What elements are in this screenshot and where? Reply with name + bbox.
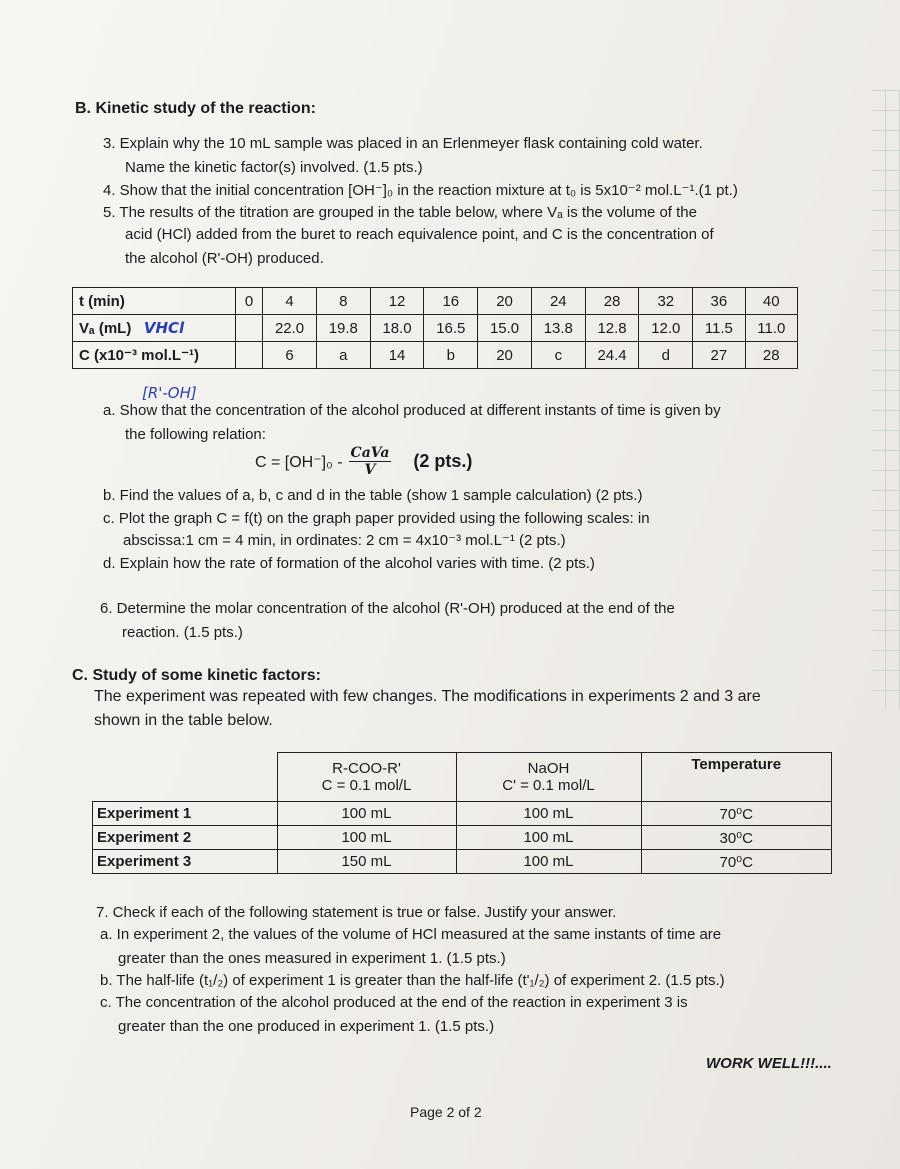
table-cell: 13.8 bbox=[531, 315, 585, 342]
question-7c-line2: greater than the one produced in experiment 1. (1.5 pts.) bbox=[118, 1018, 495, 1035]
volume-label: Vₐ (mL) bbox=[79, 320, 132, 337]
section-b-title: B. Kinetic study of the reaction: bbox=[75, 100, 316, 117]
table-cell: 100 mL bbox=[456, 850, 641, 874]
table-cell: 22.0 bbox=[263, 315, 317, 342]
table-cell: 36 bbox=[693, 288, 745, 315]
closing-note: WORK WELL!!!.... bbox=[706, 1055, 832, 1072]
table-cell: 15.0 bbox=[478, 315, 532, 342]
table-cell: 16.5 bbox=[424, 315, 478, 342]
question-7-intro: 7. Check if each of the following statement is true or false. Justify your answer. bbox=[96, 904, 617, 921]
question-5-line2: acid (HCl) added from the buret to reach equivalence point, and C is the concentration of bbox=[125, 226, 714, 243]
question-3-line1: 3. Explain why the 10 mL sample was placed in an Erlenmeyer flask containing cold water. bbox=[103, 135, 703, 152]
table-cell bbox=[236, 342, 263, 369]
table-cell: 100 mL bbox=[456, 826, 641, 850]
header-naoh-name: NaOH bbox=[527, 760, 570, 777]
table-cell: 27 bbox=[693, 342, 745, 369]
table-cell: 14 bbox=[370, 342, 424, 369]
table-cell: 30⁰C bbox=[641, 826, 832, 850]
table-row-volume bbox=[73, 315, 798, 342]
row-label-concentration: C (x10⁻³ mol.L⁻¹) bbox=[73, 342, 236, 369]
table-cell: b bbox=[424, 342, 478, 369]
question-4: 4. Show that the initial concentration [OH⁻]₀ in the reaction mixture at t₀ is 5x10⁻² mol.L⁻¹.(1 pt.) bbox=[103, 182, 738, 199]
table-row-concentration bbox=[73, 342, 798, 369]
row-label-volume bbox=[73, 315, 236, 342]
question-7c-line1: c. The concentration of the alcohol produced at the end of the reaction in experiment 3 is bbox=[100, 994, 688, 1011]
kinetic-data-table bbox=[72, 287, 798, 369]
question-5d: d. Explain how the rate of formation of the alcohol varies with time. (2 pts.) bbox=[103, 555, 595, 572]
question-5-line3: the alcohol (R'-OH) produced. bbox=[125, 250, 324, 267]
table-cell: 11.5 bbox=[693, 315, 745, 342]
question-7b: b. The half-life (t₁/₂) of experiment 1 is greater than the half-life (t'₁/₂) of experiment 2. (1.5 pts.) bbox=[100, 972, 725, 989]
question-3-line2: Name the kinetic factor(s) involved. (1.5 pts.) bbox=[125, 159, 423, 176]
table-corner bbox=[93, 753, 278, 802]
table-cell: 6 bbox=[263, 342, 317, 369]
question-6-line1: 6. Determine the molar concentration of the alcohol (R'-OH) produced at the end of the bbox=[100, 600, 675, 617]
table-cell: 12.0 bbox=[639, 315, 693, 342]
table-cell: 40 bbox=[745, 288, 797, 315]
row-label: Experiment 2 bbox=[93, 826, 278, 850]
question-5a-line2: the following relation: bbox=[125, 426, 266, 443]
row-label: Experiment 3 bbox=[93, 850, 278, 874]
table-row-time bbox=[73, 288, 798, 315]
table-cell: 100 mL bbox=[456, 802, 641, 826]
page-number: Page 2 of 2 bbox=[410, 1104, 482, 1120]
row-label-time: t (min) bbox=[73, 288, 236, 315]
table-cell: 20 bbox=[478, 342, 532, 369]
table-cell: 150 mL bbox=[277, 850, 456, 874]
table-cell: 12.8 bbox=[585, 315, 639, 342]
question-5b: b. Find the values of a, b, c and d in the table (show 1 sample calculation) (2 pts.) bbox=[103, 487, 643, 504]
header-naoh-conc: C' = 0.1 mol/L bbox=[502, 777, 595, 794]
header-naoh bbox=[456, 753, 641, 802]
handwritten-vhcl: VHCl bbox=[143, 319, 185, 337]
table-cell: 4 bbox=[263, 288, 317, 315]
table-cell: 8 bbox=[316, 288, 370, 315]
formula-denominator: V bbox=[364, 462, 376, 478]
formula-fraction bbox=[349, 445, 392, 478]
header-ester-conc: C = 0.1 mol/L bbox=[321, 777, 412, 794]
formula-points: (2 pts.) bbox=[413, 451, 473, 471]
header-temperature: Temperature bbox=[641, 753, 832, 802]
table-cell: 24 bbox=[531, 288, 585, 315]
question-7a-line2: greater than the ones measured in experiment 1. (1.5 pts.) bbox=[118, 950, 506, 967]
table-row bbox=[93, 850, 832, 874]
table-row bbox=[93, 826, 832, 850]
table-cell: 100 mL bbox=[277, 826, 456, 850]
table-cell: 19.8 bbox=[316, 315, 370, 342]
table-cell: 70⁰C bbox=[641, 802, 832, 826]
table-cell: 11.0 bbox=[745, 315, 797, 342]
section-c-title: C. Study of some kinetic factors: bbox=[72, 667, 321, 684]
handwritten-alcohol-note: [R'-OH] bbox=[142, 384, 197, 402]
table-cell: 20 bbox=[478, 288, 532, 315]
question-5-line1: 5. The results of the titration are grouped in the table below, where Vₐ is the volume of the bbox=[103, 204, 697, 221]
table-cell: 100 mL bbox=[277, 802, 456, 826]
table-cell: 0 bbox=[236, 288, 263, 315]
table-cell bbox=[236, 315, 263, 342]
question-5a-line1: a. Show that the concentration of the alcohol produced at different instants of time is given by bbox=[103, 402, 721, 419]
concentration-formula bbox=[255, 445, 472, 478]
table-cell: 12 bbox=[370, 288, 424, 315]
question-7a-line1: a. In experiment 2, the values of the volume of HCl measured at the same instants of time are bbox=[100, 926, 722, 943]
table-cell: a bbox=[316, 342, 370, 369]
table-cell: 28 bbox=[585, 288, 639, 315]
formula-left: C = [OH⁻]₀ - bbox=[255, 453, 343, 471]
question-5c-line1: c. Plot the graph C = f(t) on the graph paper provided using the following scales: in bbox=[103, 510, 650, 527]
header-ester bbox=[277, 753, 456, 802]
table-row bbox=[93, 802, 832, 826]
table-cell: 24.4 bbox=[585, 342, 639, 369]
table-cell: 18.0 bbox=[370, 315, 424, 342]
section-c-intro2: shown in the table below. bbox=[94, 712, 273, 729]
table-cell: d bbox=[639, 342, 693, 369]
table-cell: 70⁰C bbox=[641, 850, 832, 874]
question-6-line2: reaction. (1.5 pts.) bbox=[122, 624, 243, 641]
table-cell: 32 bbox=[639, 288, 693, 315]
table-cell: 28 bbox=[745, 342, 797, 369]
header-ester-name: R-COO-R' bbox=[332, 760, 401, 777]
table-cell: c bbox=[531, 342, 585, 369]
section-c-intro1: The experiment was repeated with few changes. The modifications in experiments 2 and 3 are bbox=[94, 688, 761, 705]
experiment-table bbox=[92, 752, 832, 874]
formula-numerator: CaVa bbox=[350, 445, 390, 461]
question-5c-line2: abscissa:1 cm = 4 min, in ordinates: 2 cm = 4x10⁻³ mol.L⁻¹ (2 pts.) bbox=[123, 532, 566, 549]
table-cell: 16 bbox=[424, 288, 478, 315]
row-label: Experiment 1 bbox=[93, 802, 278, 826]
graph-paper-edge bbox=[872, 90, 900, 710]
